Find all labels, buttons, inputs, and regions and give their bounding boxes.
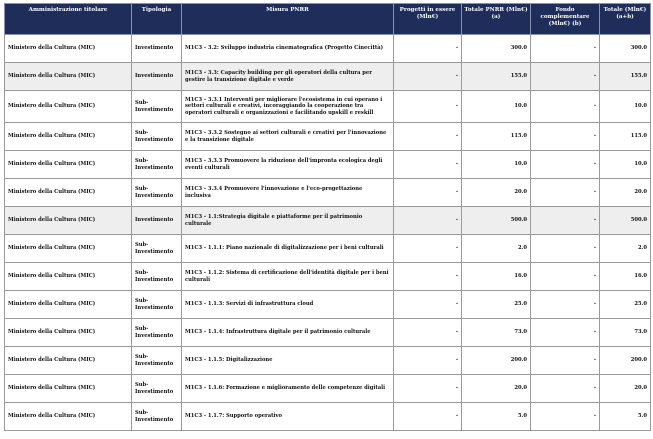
progetti-cell: - bbox=[394, 35, 462, 63]
amministrazione-cell: Ministero della Cultura (MIC) bbox=[5, 63, 132, 91]
totale-pnrr-cell: 5.0 bbox=[462, 403, 531, 431]
amministrazione-cell: Ministero della Cultura (MIC) bbox=[5, 91, 132, 123]
progetti-cell: - bbox=[394, 91, 462, 123]
totale-cell: 20.0 bbox=[600, 375, 651, 403]
table-body bbox=[5, 35, 651, 431]
tipologia-cell: Sub-Investimento bbox=[132, 347, 182, 375]
progetti-cell: - bbox=[394, 263, 462, 291]
table-row bbox=[5, 235, 651, 263]
misura-cell: M1C3 - 3.3: Capacity building per gli operatori della cultura per gestire la transizione digitale e verde bbox=[182, 63, 394, 91]
header-amministrazione: Amministrazione titolare bbox=[5, 4, 132, 35]
progetti-cell: - bbox=[394, 207, 462, 235]
fondo-cell: - bbox=[531, 179, 600, 207]
totale-cell: 2.0 bbox=[600, 235, 651, 263]
amministrazione-cell: Ministero della Cultura (MIC) bbox=[5, 403, 132, 431]
tipologia-cell: Sub-Investimento bbox=[132, 235, 182, 263]
totale-cell: 115.0 bbox=[600, 123, 651, 151]
totale-pnrr-cell: 16.0 bbox=[462, 263, 531, 291]
fondo-cell: - bbox=[531, 235, 600, 263]
misura-cell: M1C3 - 1.1.3: Servizi di infrastruttura cloud bbox=[182, 291, 394, 319]
fondo-cell: - bbox=[531, 291, 600, 319]
misura-cell: M1C3 - 1.1:Strategia digitale e piattaforme per il patrimonio culturale bbox=[182, 207, 394, 235]
fondo-cell: - bbox=[531, 151, 600, 179]
progetti-cell: - bbox=[394, 403, 462, 431]
totale-cell: 300.0 bbox=[600, 35, 651, 63]
table-row bbox=[5, 375, 651, 403]
totale-cell: 10.0 bbox=[600, 151, 651, 179]
header-progetti: Progetti in essere (Mln€) bbox=[394, 4, 462, 35]
misura-cell: M1C3 - 1.1.1: Piano nazionale di digitalizzazione per i beni culturali bbox=[182, 235, 394, 263]
tipologia-cell: Sub-Investimento bbox=[132, 91, 182, 123]
misura-cell: M1C3 - 1.1.2: Sistema di certificazione dell'identità digitale per i beni culturali bbox=[182, 263, 394, 291]
tipologia-cell: Sub-Investimento bbox=[132, 319, 182, 347]
totale-cell: 155.0 bbox=[600, 63, 651, 91]
tipologia-cell: Investimento bbox=[132, 35, 182, 63]
header-misura: Misura PNRR bbox=[182, 4, 394, 35]
table-row bbox=[5, 35, 651, 63]
totale-pnrr-cell: 20.0 bbox=[462, 179, 531, 207]
totale-pnrr-cell: 115.0 bbox=[462, 123, 531, 151]
totale-cell: 5.0 bbox=[600, 403, 651, 431]
fondo-cell: - bbox=[531, 375, 600, 403]
amministrazione-cell: Ministero della Cultura (MIC) bbox=[5, 207, 132, 235]
amministrazione-cell: Ministero della Cultura (MIC) bbox=[5, 151, 132, 179]
misura-cell: M1C3 - 3.3.3 Promuovere la riduzione dell'impronta ecologica degli eventi culturali bbox=[182, 151, 394, 179]
table-row bbox=[5, 207, 651, 235]
progetti-cell: - bbox=[394, 123, 462, 151]
progetti-cell: - bbox=[394, 151, 462, 179]
misura-cell: M1C3 - 1.1.7: Supporto operativo bbox=[182, 403, 394, 431]
amministrazione-cell: Ministero della Cultura (MIC) bbox=[5, 263, 132, 291]
totale-pnrr-cell: 73.0 bbox=[462, 319, 531, 347]
tipologia-cell: Sub-Investimento bbox=[132, 151, 182, 179]
table-row bbox=[5, 403, 651, 431]
totale-cell: 20.0 bbox=[600, 179, 651, 207]
misura-cell: M1C3 - 3.2: Sviluppo industria cinematografica (Progetto Cinecittà) bbox=[182, 35, 394, 63]
table-row bbox=[5, 179, 651, 207]
progetti-cell: - bbox=[394, 291, 462, 319]
misura-cell: M1C3 - 1.1.4: Infrastruttura digitale per il patrimonio culturale bbox=[182, 319, 394, 347]
tipologia-cell: Sub-Investimento bbox=[132, 403, 182, 431]
misura-cell: M1C3 - 1.1.5: Digitalizzazione bbox=[182, 347, 394, 375]
table-row bbox=[5, 319, 651, 347]
amministrazione-cell: Ministero della Cultura (MIC) bbox=[5, 123, 132, 151]
progetti-cell: - bbox=[394, 347, 462, 375]
fondo-cell: - bbox=[531, 403, 600, 431]
totale-pnrr-cell: 200.0 bbox=[462, 347, 531, 375]
totale-pnrr-cell: 155.0 bbox=[462, 63, 531, 91]
fondo-cell: - bbox=[531, 347, 600, 375]
misura-cell: M1C3 - 1.1.6: Formazione e miglioramento delle competenze digitali bbox=[182, 375, 394, 403]
amministrazione-cell: Ministero della Cultura (MIC) bbox=[5, 179, 132, 207]
table-row bbox=[5, 291, 651, 319]
totale-cell: 10.0 bbox=[600, 91, 651, 123]
header-fondo: Fondo complementare (Mln€) (b) bbox=[531, 4, 600, 35]
progetti-cell: - bbox=[394, 63, 462, 91]
totale-pnrr-cell: 500.0 bbox=[462, 207, 531, 235]
fondo-cell: - bbox=[531, 319, 600, 347]
misura-cell: M1C3 - 3.3.4 Promuovere l'innovazione e l'eco-progettazione inclusiva bbox=[182, 179, 394, 207]
amministrazione-cell: Ministero della Cultura (MIC) bbox=[5, 319, 132, 347]
header-totale: Totale (Mln€) (a+b) bbox=[600, 4, 651, 35]
table-row bbox=[5, 91, 651, 123]
totale-pnrr-cell: 20.0 bbox=[462, 375, 531, 403]
misura-cell: M1C3 - 3.3.1 Interventi per migliorare l'ecosistema in cui operano i settori culturali e creativi, incoraggiando la cooperazione tra operatori culturali e organizzazioni e facilitando upskill e reskill bbox=[182, 91, 394, 123]
fondo-cell: - bbox=[531, 35, 600, 63]
totale-pnrr-cell: 25.0 bbox=[462, 291, 531, 319]
progetti-cell: - bbox=[394, 235, 462, 263]
totale-cell: 16.0 bbox=[600, 263, 651, 291]
fondo-cell: - bbox=[531, 207, 600, 235]
totale-cell: 73.0 bbox=[600, 319, 651, 347]
totale-pnrr-cell: 10.0 bbox=[462, 91, 531, 123]
totale-cell: 200.0 bbox=[600, 347, 651, 375]
tipologia-cell: Sub-Investimento bbox=[132, 123, 182, 151]
tipologia-cell: Sub-Investimento bbox=[132, 375, 182, 403]
totale-pnrr-cell: 2.0 bbox=[462, 235, 531, 263]
tipologia-cell: Sub-Investimento bbox=[132, 263, 182, 291]
table-row bbox=[5, 151, 651, 179]
amministrazione-cell: Ministero della Cultura (MIC) bbox=[5, 347, 132, 375]
progetti-cell: - bbox=[394, 319, 462, 347]
totale-cell: 500.0 bbox=[600, 207, 651, 235]
table-row bbox=[5, 263, 651, 291]
tipologia-cell: Sub-Investimento bbox=[132, 179, 182, 207]
progetti-cell: - bbox=[394, 179, 462, 207]
pnrr-measures-table bbox=[4, 3, 651, 431]
tipologia-cell: Sub-Investimento bbox=[132, 291, 182, 319]
misura-cell: M1C3 - 3.3.2 Sostegno ai settori culturali e creativi per l'innovazione e la transizione digitale bbox=[182, 123, 394, 151]
totale-cell: 25.0 bbox=[600, 291, 651, 319]
amministrazione-cell: Ministero della Cultura (MIC) bbox=[5, 291, 132, 319]
amministrazione-cell: Ministero della Cultura (MIC) bbox=[5, 235, 132, 263]
totale-pnrr-cell: 10.0 bbox=[462, 151, 531, 179]
amministrazione-cell: Ministero della Cultura (MIC) bbox=[5, 35, 132, 63]
fondo-cell: - bbox=[531, 91, 600, 123]
tipologia-cell: Investimento bbox=[132, 207, 182, 235]
totale-pnrr-cell: 300.0 bbox=[462, 35, 531, 63]
amministrazione-cell: Ministero della Cultura (MIC) bbox=[5, 375, 132, 403]
table-row bbox=[5, 123, 651, 151]
table-header-row bbox=[5, 4, 651, 35]
tipologia-cell: Investimento bbox=[132, 63, 182, 91]
fondo-cell: - bbox=[531, 63, 600, 91]
table-row bbox=[5, 347, 651, 375]
header-totale-pnrr: Totale PNRR (Mln€) (a) bbox=[462, 4, 531, 35]
fondo-cell: - bbox=[531, 263, 600, 291]
header-tipologia: Tipologia bbox=[132, 4, 182, 35]
fondo-cell: - bbox=[531, 123, 600, 151]
table-row bbox=[5, 63, 651, 91]
progetti-cell: - bbox=[394, 375, 462, 403]
